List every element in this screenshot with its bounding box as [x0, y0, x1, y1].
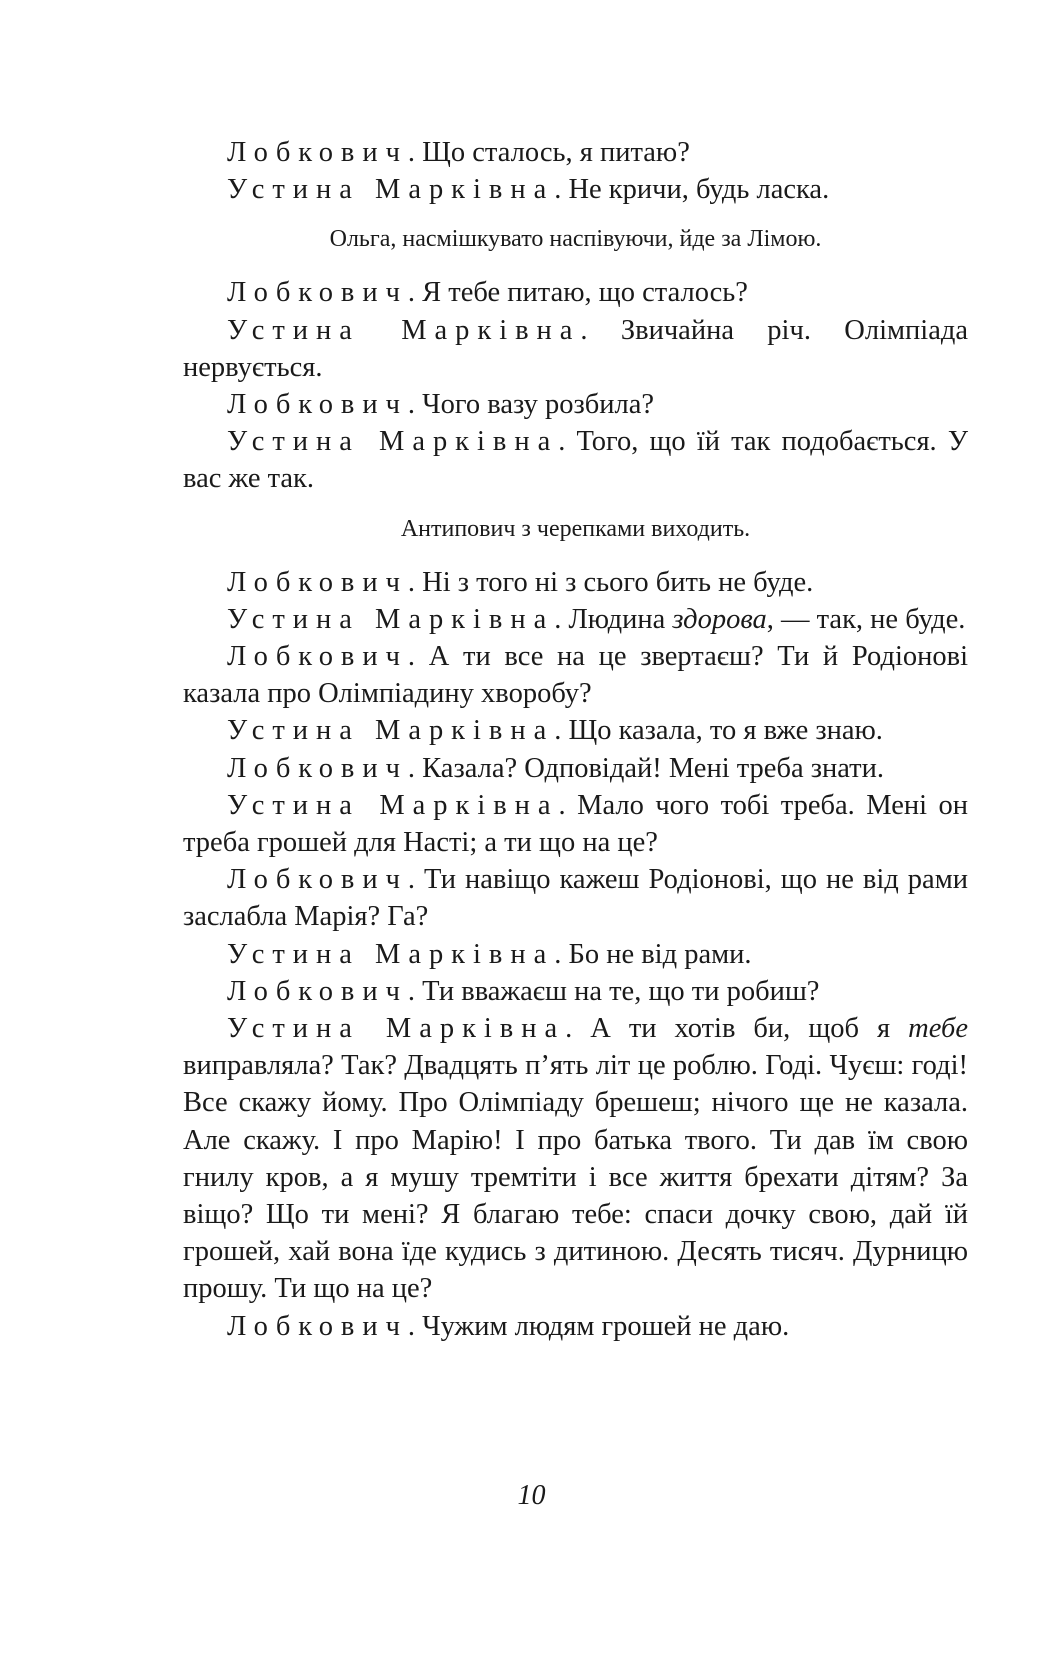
speech-line	[183, 973, 968, 1010]
speech-text: . Що казала, то я вже знаю.	[554, 715, 883, 747]
speaker-name: Устина Марківна	[227, 603, 555, 635]
speaker-name: Лобкович	[227, 566, 408, 598]
speech-text: . Що сталось, я питаю?	[407, 137, 690, 168]
emphasis: здорова	[672, 603, 767, 635]
speaker-name: Лобкович	[227, 864, 408, 896]
speaker-name: Лобкович	[227, 137, 408, 168]
page-text	[183, 134, 968, 1345]
speech-text: . Чого вазу розбила?	[407, 389, 655, 421]
speaker-name: Лобкович	[227, 641, 408, 673]
speech-line	[183, 750, 968, 787]
speaker-name: Устина Марківна	[227, 426, 559, 458]
speech-text: . Того, що їй так подобається. У вас же так.	[183, 426, 968, 495]
page-number: 10	[517, 1480, 546, 1511]
speaker-name: Устина Марківна	[227, 1013, 566, 1045]
speaker-name: Лобкович	[227, 1310, 408, 1342]
speech-line	[183, 423, 968, 497]
speaker-name: Лобкович	[227, 975, 408, 1007]
speech-line	[183, 638, 968, 712]
speech-line	[183, 787, 968, 861]
speaker-name: Лобкович	[227, 752, 408, 784]
speech-text: . Я тебе питаю, що сталось?	[407, 277, 748, 309]
stage-direction: Антипович з черепками виходить.	[400, 515, 751, 542]
speech-line	[183, 936, 968, 973]
speech-text: , — так, не буде.	[766, 603, 966, 635]
speech-text: . Людина	[554, 603, 673, 635]
speech-text: виправляла? Так? Двадцять п’ять літ це роблю. Годі. Чуєш: годі! Все скажу йому. Про Олімпіаду брешеш; нічого ще не казала. Але скажу. І про Марію! І про батька твого. Ти дав їм свою гнилу кров, а я мушу тремтіти і все життя брехати дітям? За віщо? Що ти мені? Я благаю тебе: спаси дочку свою, дай їй грошей, хай вона їде кудись з дитиною. Десять тисяч. Дурницю прошу. Ти що на це?	[183, 1050, 968, 1305]
speech-text: . Ні з того ні з сього бить не буде.	[407, 566, 814, 598]
speech-line	[183, 386, 968, 423]
speech-text: . Казала? Одповідай! Мені треба знати.	[407, 752, 884, 784]
speech-line	[183, 312, 968, 386]
stage-direction: Ольга, насмішкувато наспівуючи, йде за Лімою.	[329, 226, 822, 253]
speaker-name: Устина Марківна	[227, 715, 555, 747]
speaker-name: Устина Марківна	[227, 314, 581, 346]
speaker-name: Устина Марківна	[227, 174, 555, 206]
speaker-name: Лобкович	[227, 277, 408, 309]
speech-text: . Чужим людям грошей не даю.	[407, 1310, 790, 1342]
speech-line	[183, 274, 968, 311]
speaker-name: Лобкович	[227, 389, 408, 421]
speech-line	[183, 564, 968, 601]
speech-text: . А ти хотів би, щоб я	[565, 1013, 909, 1045]
speech-line	[183, 861, 968, 935]
speech-text: . А ти все на це звертаєш? Ти й Родіонові казала про Олімпіадину хворобу?	[183, 641, 968, 710]
speech-line	[183, 601, 968, 638]
emphasis: тебе	[908, 1013, 968, 1045]
speech-line	[183, 1308, 968, 1345]
speech-text: . Мало чого тобі треба. Мені он треба грошей для Насті; а ти що на це?	[183, 789, 968, 859]
speaker-name: Устина Марківна	[227, 938, 555, 970]
speech-text: . Бо не від рами.	[554, 938, 752, 970]
speech-line	[183, 171, 968, 208]
speech-text: . Ти вважаєш на те, що ти робиш?	[407, 975, 820, 1007]
speaker-name: Устина Марківна	[227, 789, 559, 821]
speech-line	[183, 1010, 968, 1308]
speech-text: . Ти навіщо кажеш Родіонові, що не від рами заслабла Марія? Га?	[183, 864, 968, 933]
speech-text: . Звичайна річ. Олімпіада нервується.	[183, 314, 968, 383]
speech-line	[183, 134, 968, 171]
speech-line	[183, 712, 968, 749]
speech-text: . Не кричи, будь ласка.	[554, 174, 830, 206]
